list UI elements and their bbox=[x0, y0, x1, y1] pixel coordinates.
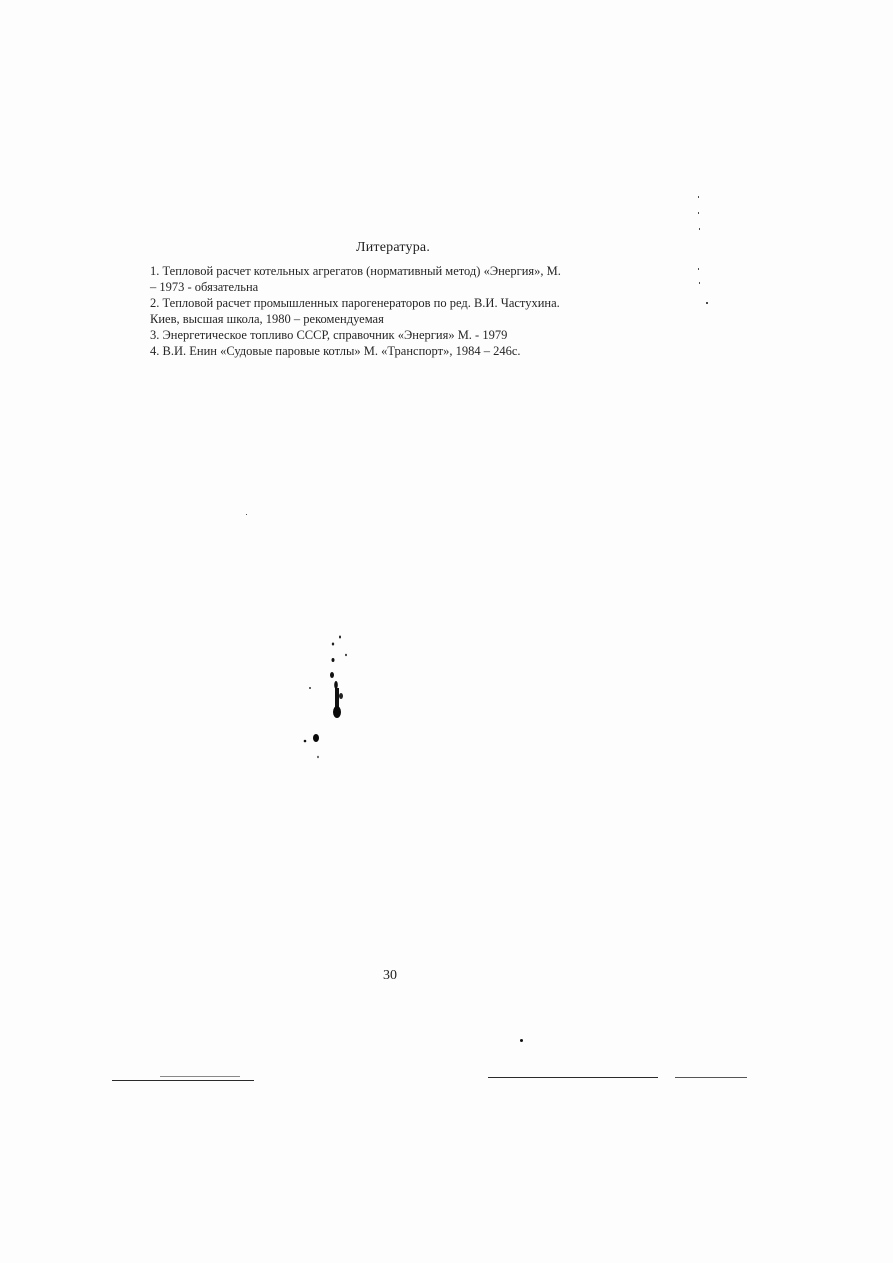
reference-line: Киев, высшая школа, 1980 – рекомендуемая bbox=[150, 312, 384, 326]
scan-speck bbox=[698, 196, 699, 198]
reference-line: 1. Тепловой расчет котельных агрегатов (нормативный метод) «Энергия», М. bbox=[150, 264, 561, 278]
scan-speck bbox=[246, 514, 247, 515]
scan-line bbox=[675, 1077, 747, 1078]
reference-line: 2. Тепловой расчет промышленных парогенераторов по ред. В.И. Частухина. bbox=[150, 296, 560, 310]
reference-list bbox=[150, 263, 670, 359]
scan-speck bbox=[699, 228, 700, 230]
page-number: 30 bbox=[383, 968, 397, 983]
scan-line bbox=[160, 1076, 240, 1077]
scan-speck bbox=[706, 302, 708, 304]
reference-line: 4. В.И. Енин «Судовые паровые котлы» М. «Транспорт», 1984 – 246с. bbox=[150, 344, 521, 358]
bibliography-heading: Литература. bbox=[356, 240, 431, 255]
scan-speck bbox=[699, 282, 700, 284]
scan-speck bbox=[698, 268, 699, 270]
scan-speck bbox=[698, 212, 699, 214]
scan-line bbox=[112, 1080, 254, 1081]
scan-line bbox=[488, 1077, 658, 1078]
ink-stain-graphic bbox=[300, 600, 370, 770]
scan-speck bbox=[520, 1039, 523, 1042]
reference-line: – 1973 - обязательна bbox=[150, 280, 259, 294]
reference-line: 3. Энергетическое топливо СССР, справочник «Энергия» М. - 1979 bbox=[150, 328, 508, 342]
